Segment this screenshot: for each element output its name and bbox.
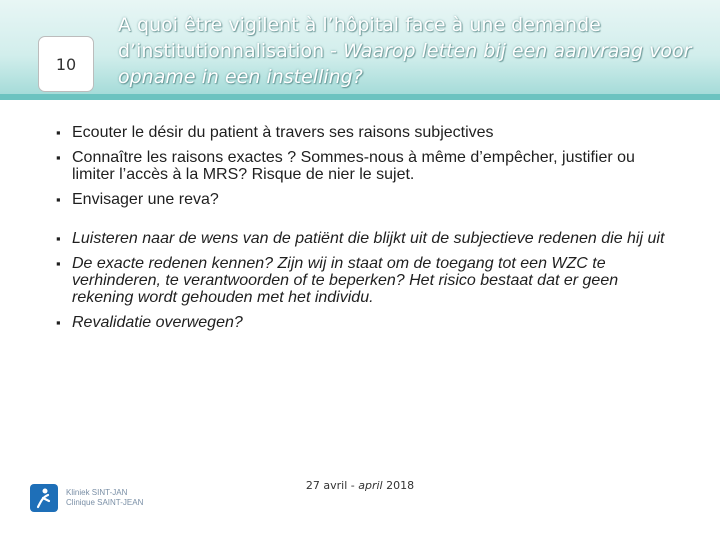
bullet-text: De exacte redenen kennen? Zijn wij in staat om de toegang tot een WZC te verhinderen, te verantwoorden of te beperken? Het risico bestaat dat er geen rekening wordt gehouden met het individu.: [72, 255, 619, 306]
list-item: [56, 314, 680, 331]
hospital-logo: [30, 478, 180, 518]
bullet-text: Luisteren naar de wens van de patiënt die blijkt uit de subjectieve redenen die hij uit: [72, 230, 665, 247]
date-french: 27 avril -: [305, 479, 359, 492]
bullet-text: Connaître les raisons exactes ? Sommes-nous à même d’empêcher, justifier ou limiter l’accès à la MRS? Risque de nier le sujet.: [72, 149, 635, 183]
date-dutch: april: [358, 479, 383, 492]
date-year: 2018: [382, 479, 415, 492]
title-dutch: Waarop letten bij een aanvraag voor opname in een instelling?: [118, 40, 692, 88]
slide-number: 10: [38, 36, 94, 92]
logo-line-2: Clinique SAINT-JEAN: [66, 498, 144, 507]
logo-icon: [30, 484, 58, 512]
bullet-text: Envisager une reva?: [72, 191, 219, 208]
logo-text: [66, 488, 143, 508]
list-item: [56, 124, 680, 141]
slide-title: [118, 12, 698, 90]
logo-line-1: Kliniek SINT-JAN: [66, 488, 128, 497]
list-item: [56, 255, 680, 306]
bullet-text: Ecouter le désir du patient à travers ses raisons subjectives: [72, 124, 494, 141]
bullet-text: Revalidatie overwegen?: [72, 314, 243, 331]
list-item: [56, 191, 680, 208]
title-french: A quoi être vigilent à l’hôpital face à une demande d’institutionnalisation -: [118, 14, 601, 62]
list-item: [56, 149, 680, 183]
bullet-list-dutch: [56, 230, 680, 331]
footer-date: [300, 479, 420, 492]
bullet-list-french: [56, 124, 680, 208]
list-item: [56, 230, 680, 247]
slide-content: [56, 124, 680, 353]
